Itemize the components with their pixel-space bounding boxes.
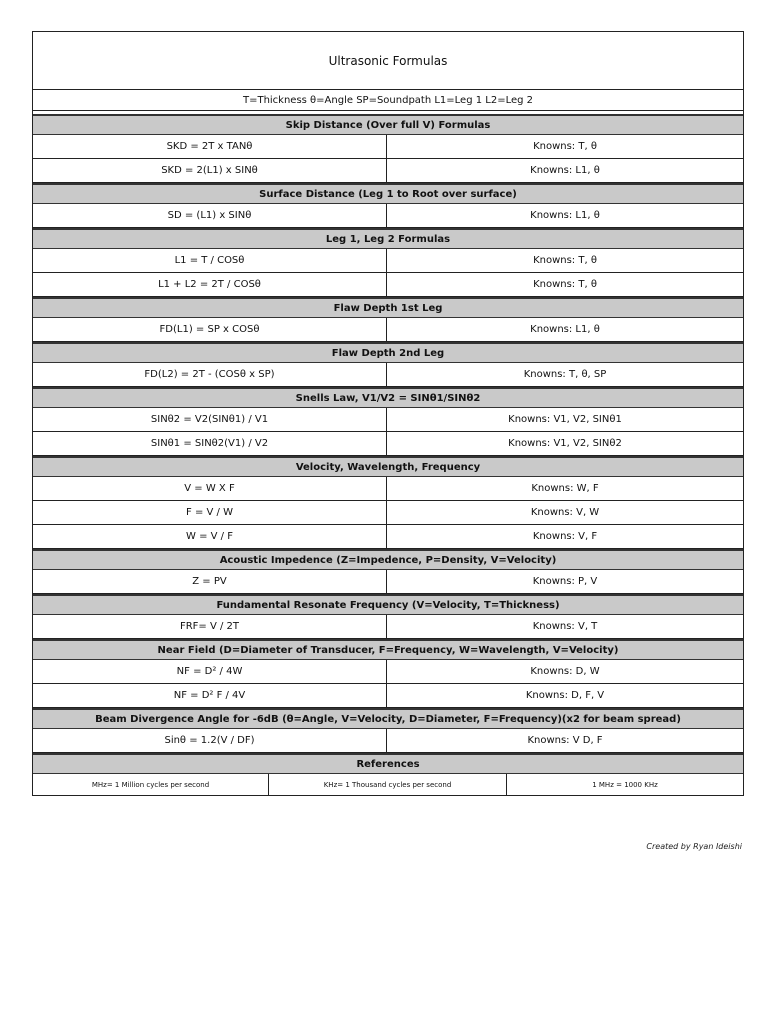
formula-cell: W = V / F [33, 525, 387, 548]
formula-row [33, 273, 743, 297]
knowns-cell: Knowns: L1, θ [530, 165, 600, 176]
formula-row [33, 318, 743, 342]
formula-cell: FRF= V / 2T [33, 615, 387, 638]
formula-row [33, 408, 743, 432]
variable-legend: T=Thickness θ=Angle SP=Soundpath L1=Leg 1 L2=Leg 2 [33, 89, 743, 110]
knowns-cell: Knowns: W, F [531, 483, 599, 494]
reference-mhz: MHz= 1 Million cycles per second [33, 774, 269, 795]
knowns-cell: Knowns: V, F [532, 531, 598, 542]
formula-row [33, 501, 743, 525]
knowns-cell: Knowns: T, θ [533, 141, 597, 152]
references-heading: References [33, 753, 743, 774]
knowns-cell: Knowns: L1, θ [530, 210, 600, 221]
formula-cell: L1 + L2 = 2T / COSθ [33, 273, 387, 296]
formula-cell: NF = D² / 4W [33, 660, 387, 683]
formula-cell: Sinθ = 1.2(V / DF) [33, 729, 387, 752]
reference-conversion: 1 MHz = 1000 KHz [592, 780, 658, 789]
formula-cell: SINθ1 = SINθ2(V1) / V2 [33, 432, 387, 455]
formula-row [33, 159, 743, 183]
section-heading: Surface Distance (Leg 1 to Root over surface) [33, 183, 743, 204]
formula-row [33, 249, 743, 273]
formula-row [33, 525, 743, 549]
formula-row [33, 570, 743, 594]
formula-row [33, 363, 743, 387]
formula-cell: FD(L2) = 2T - (COSθ x SP) [33, 363, 387, 386]
references-row [33, 774, 743, 796]
formula-cell: L1 = T / COSθ [33, 249, 387, 272]
formula-row [33, 432, 743, 456]
section-heading: Leg 1, Leg 2 Formulas [33, 228, 743, 249]
knowns-cell: Knowns: V, W [530, 507, 600, 518]
section-heading: Flaw Depth 1st Leg [33, 297, 743, 318]
formula-cell: FD(L1) = SP x COSθ [33, 318, 387, 341]
section-heading: Near Field (D=Diameter of Transducer, F=Frequency, W=Wavelength, V=Velocity) [33, 639, 743, 660]
formula-row [33, 729, 743, 753]
formula-row [33, 477, 743, 501]
formula-cell: SD = (L1) x SINθ [33, 204, 387, 227]
section-heading: Fundamental Resonate Frequency (V=Velocity, T=Thickness) [33, 594, 743, 615]
formula-cell: SKD = 2T x TANθ [33, 135, 387, 158]
formula-cell: SKD = 2(L1) x SINθ [33, 159, 387, 182]
formula-row [33, 684, 743, 708]
knowns-cell: Knowns: V, T [532, 621, 598, 632]
formula-cell: V = W X F [33, 477, 387, 500]
formula-row [33, 135, 743, 159]
formula-cell: NF = D² F / 4V [33, 684, 387, 707]
knowns-cell: Knowns: D, F, V [525, 690, 605, 701]
reference-khz: KHz= 1 Thousand cycles per second [269, 774, 507, 795]
knowns-cell: Knowns: V D, F [527, 735, 603, 746]
formula-row [33, 660, 743, 684]
section-heading: Velocity, Wavelength, Frequency [33, 456, 743, 477]
section-heading: Beam Divergence Angle for -6dB (θ=Angle, V=Velocity, D=Diameter, F=Frequency)(x2 for beam spread) [33, 708, 743, 729]
knowns-cell: Knowns: T, θ [533, 255, 597, 266]
knowns-cell: Knowns: D, W [530, 666, 600, 677]
knowns-cell: Knowns: V1, V2, SINθ1 [508, 414, 622, 425]
knowns-cell: Knowns: L1, θ [530, 324, 600, 335]
formula-row [33, 615, 743, 639]
section-heading: Flaw Depth 2nd Leg [33, 342, 743, 363]
formula-cell: F = V / W [33, 501, 387, 524]
formula-cell: SINθ2 = V2(SINθ1) / V1 [33, 408, 387, 431]
knowns-cell: Knowns: T, θ, SP [523, 369, 607, 380]
section-heading: Snells Law, V1/V2 = SINθ1/SINθ2 [33, 387, 743, 408]
sheet-title: Ultrasonic Formulas [33, 31, 743, 89]
formula-sheet [32, 31, 744, 796]
section-heading: Skip Distance (Over full V) Formulas [33, 114, 743, 135]
section-heading: Acoustic Impedence (Z=Impedence, P=Density, V=Velocity) [33, 549, 743, 570]
formula-sections [33, 114, 743, 753]
author-credit: Created by Ryan Ideishi [646, 842, 742, 851]
formula-row [33, 204, 743, 228]
knowns-cell: Knowns: V1, V2, SINθ2 [508, 438, 622, 449]
formula-cell: Z = PV [33, 570, 387, 593]
knowns-cell: Knowns: T, θ [533, 279, 597, 290]
knowns-cell: Knowns: P, V [532, 576, 598, 587]
